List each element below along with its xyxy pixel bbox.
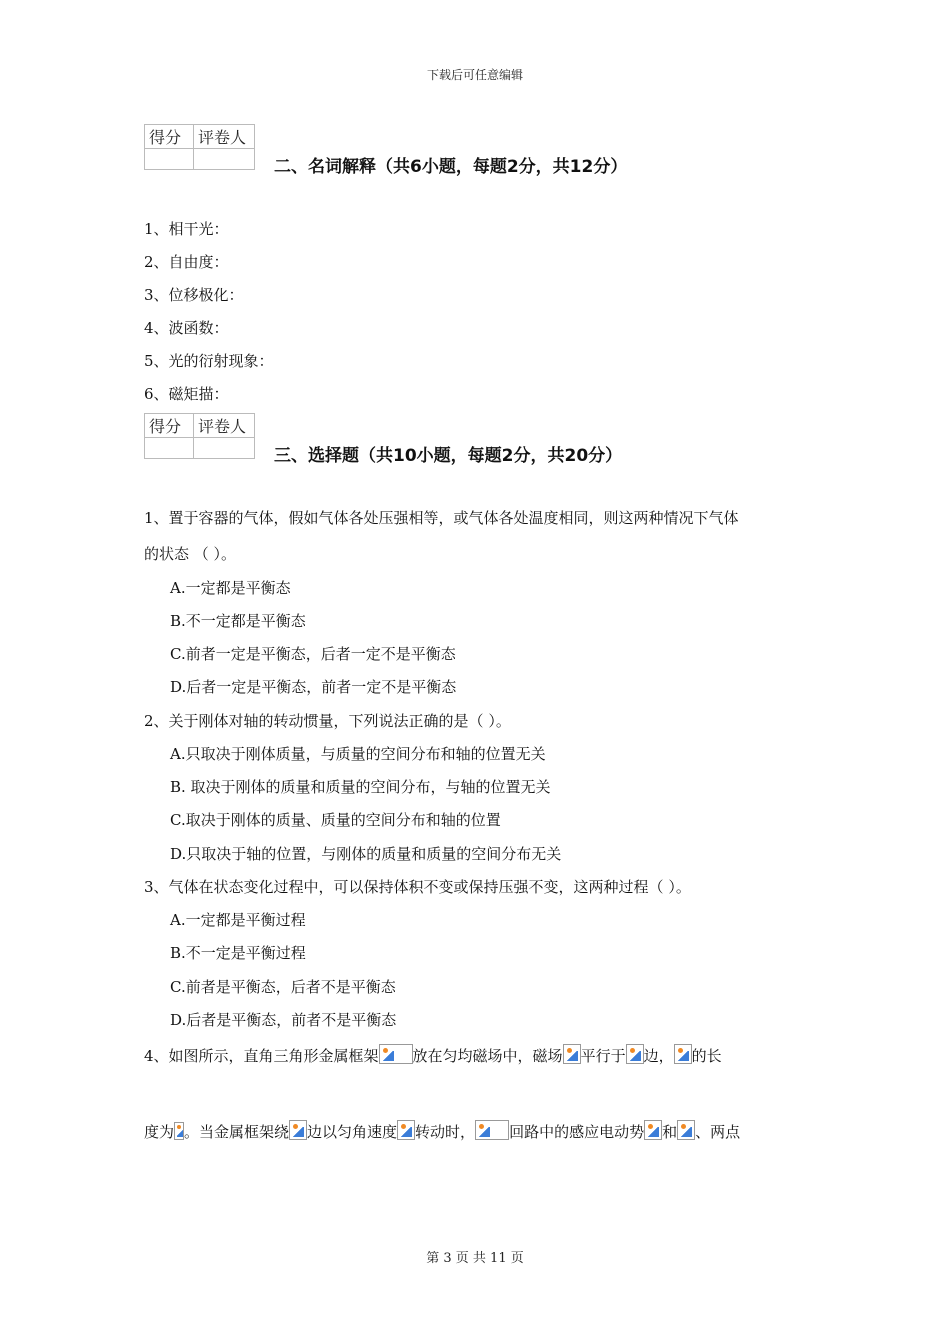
definition-item: 1、相干光： [144, 220, 229, 238]
q4-text-segment: 4、如图所示，直角三角形金属框架 [144, 1047, 379, 1065]
question-4-text [144, 1044, 722, 1066]
option-a: A.只取决于刚体质量，与质量的空间分布和轴的位置无关 [170, 745, 546, 763]
question-4-text-cont [144, 1120, 740, 1142]
grader-label: 评卷人 [194, 125, 255, 149]
question-3-text: 3、气体在状态变化过程中，可以保持体积不变或保持压强不变，这两种过程（ ）。 [144, 878, 691, 896]
score-cell [145, 149, 194, 170]
score-label: 得分 [145, 414, 194, 438]
definition-item: 2、自由度： [144, 253, 229, 271]
broken-image-icon [563, 1044, 581, 1064]
option-d: D.只取决于轴的位置，与刚体的质量和质量的空间分布无关 [170, 845, 562, 863]
q4-text-segment: 。当金属框架绕 [184, 1123, 290, 1141]
broken-image-icon [626, 1044, 644, 1064]
section-title-choice: 三、选择题（共10小题，每题2分，共20分） [274, 446, 623, 466]
option-b: B.不一定都是平衡态 [170, 612, 306, 630]
question-1-text-cont: 的状态 （ ）。 [144, 545, 237, 563]
q4-text-segment: 回路中的感应电动势 [509, 1123, 645, 1141]
score-table [144, 124, 255, 170]
definition-item: 3、位移极化： [144, 286, 244, 304]
option-a: A.一定都是平衡态 [170, 579, 291, 597]
option-c: C.取决于刚体的质量、质量的空间分布和轴的位置 [170, 811, 501, 829]
option-d: D.后者一定是平衡态，前者一定不是平衡态 [170, 678, 457, 696]
option-d: D.后者是平衡态，前者不是平衡态 [170, 1011, 397, 1029]
option-b: B. 取决于刚体的质量和质量的空间分布，与轴的位置无关 [170, 778, 551, 796]
section-title-definitions: 二、名词解释（共6小题，每题2分，共12分） [274, 157, 628, 177]
broken-image-icon [397, 1120, 415, 1140]
broken-image-icon [379, 1044, 413, 1064]
broken-image-icon [644, 1120, 662, 1140]
q4-text-segment: 、两点 [695, 1123, 741, 1141]
definition-item: 4、波函数： [144, 319, 229, 337]
grader-label: 评卷人 [194, 414, 255, 438]
option-c: C.前者一定是平衡态，后者一定不是平衡态 [170, 645, 456, 663]
score-cell [145, 438, 194, 459]
score-table [144, 413, 255, 459]
question-1-text: 1、置于容器的气体，假如气体各处压强相等，或气体各处温度相同，则这两种情况下气体 [144, 509, 739, 527]
q4-text-segment: 平行于 [580, 1047, 626, 1065]
question-2-text: 2、关于刚体对轴的转动惯量，下列说法正确的是（ ）。 [144, 712, 511, 730]
grader-cell [194, 149, 255, 170]
option-c: C.前者是平衡态，后者不是平衡态 [170, 978, 396, 996]
definition-item: 5、光的衍射现象： [144, 352, 274, 370]
broken-image-icon [289, 1120, 307, 1140]
q4-text-segment: 和 [662, 1123, 678, 1141]
broken-image-icon [677, 1120, 695, 1140]
broken-image-icon [174, 1122, 184, 1140]
q4-text-segment: 度为 [144, 1123, 175, 1141]
broken-image-icon [475, 1120, 509, 1140]
page-header: 下载后可任意编辑 [426, 68, 523, 82]
definition-item: 6、磁矩描： [144, 385, 229, 403]
q4-text-segment: 边， [643, 1047, 674, 1065]
q4-text-segment: 放在匀均磁场中，磁场 [412, 1047, 563, 1065]
page-footer: 第 3 页 共 11 页 [426, 1251, 524, 1266]
q4-text-segment: 边以匀角速度 [307, 1123, 398, 1141]
q4-text-segment: 转动时， [415, 1123, 476, 1141]
grader-cell [194, 438, 255, 459]
broken-image-icon [674, 1044, 692, 1064]
option-b: B.不一定是平衡过程 [170, 944, 306, 962]
option-a: A.一定都是平衡过程 [170, 911, 306, 929]
q4-text-segment: 的长 [691, 1047, 722, 1065]
score-label: 得分 [145, 125, 194, 149]
